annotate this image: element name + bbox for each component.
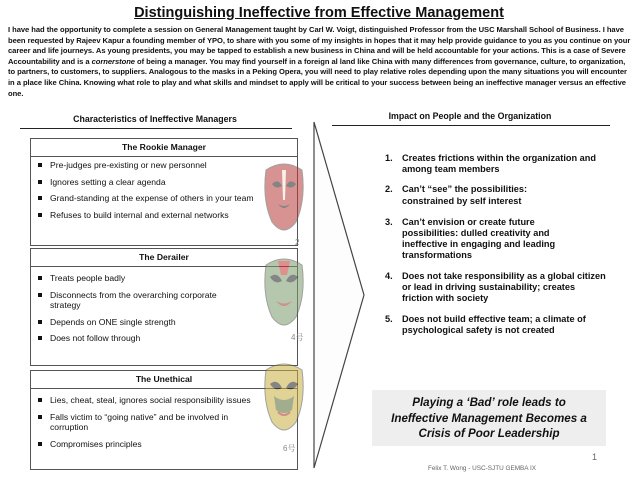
impact-text: Creates frictions within the organization and among team members xyxy=(402,153,596,175)
bullet-icon xyxy=(38,442,42,446)
page-number: 1 xyxy=(592,452,598,462)
list-item-text: Lies, cheat, steal, ignores social responsibility issues xyxy=(50,395,251,405)
impact-item xyxy=(385,217,590,262)
bullet-icon xyxy=(38,398,42,402)
conclusion-callout xyxy=(372,390,606,446)
list-item-text: Pre-judges pre-existing or new personnel xyxy=(50,160,207,170)
list-item xyxy=(37,333,291,344)
bullet-icon xyxy=(38,415,42,419)
left-heading-rule xyxy=(20,128,292,129)
red-opera-mask-icon xyxy=(260,160,308,238)
bullet-icon xyxy=(38,213,42,217)
right-column-heading: Impact on People and the Organization xyxy=(388,111,552,121)
impact-number: 5. xyxy=(385,314,393,325)
list-item xyxy=(37,412,257,433)
impact-item xyxy=(385,314,610,336)
bullet-icon xyxy=(38,336,42,340)
arrow-right-icon xyxy=(312,120,367,470)
green-opera-mask-icon xyxy=(260,255,308,333)
intro-text-2: of being a manager. You may find yourself in a foreign al land like China with many differences from governance, culture, to organization, to partners, to customers, to suppliers. Analogous to the masks in a Peking Opera, you will need to play relative roles depending upon the many situations you will encounter in a place like China. Knowing what role to play and what skills and mindset to apply will be critical to your success between being an ineffective manager versus an effective one. xyxy=(8,56,627,98)
list-item-text: Falls victim to “going native” and be involved in corruption xyxy=(50,411,229,432)
impact-number: 4. xyxy=(385,270,393,281)
impact-text: Does not build effective team; a climate of psychological safety is not created xyxy=(402,314,586,336)
intro-text-1: I have had the opportunity to complete a session on General Management taught by Carl W. Voigt, distinguished Professor from the USC Marshall School of Business. I have been requested by Rajeev Kapur a founding member of YPO, to share with you some of my insights in hopes that it may help provide guidance to you as you continue on your career and life journeys. As young presidents, you may be tapped to establish a new business in China and will be held accountable for your actions. This is a case of Severe Accountability and is a xyxy=(8,25,631,66)
impact-text: Can’t “see” the possibilities: constrained by self interest xyxy=(402,184,528,206)
list-item xyxy=(37,290,247,311)
impact-number: 1. xyxy=(385,153,393,163)
derailer-title: The Derailer xyxy=(31,249,297,267)
rookie-list xyxy=(37,160,291,220)
mask-label: 6号 xyxy=(283,444,296,453)
bullet-icon xyxy=(38,180,42,184)
list-item xyxy=(37,317,291,328)
right-heading-rule xyxy=(332,125,610,126)
unethical-list xyxy=(37,395,291,449)
list-item-text: Ignores setting a clear agenda xyxy=(50,176,166,187)
list-item-text: Treats people badly xyxy=(50,273,126,283)
list-item xyxy=(37,177,291,188)
bullet-icon xyxy=(38,163,42,167)
list-item-text: Does not follow through xyxy=(50,333,141,343)
impact-list xyxy=(385,153,625,337)
left-column-heading: Characteristics of Ineffective Managers xyxy=(73,114,237,124)
intro-paragraph xyxy=(8,25,634,99)
footer-credit: Felix T. Wong - USC-SJTU GEMBA IX xyxy=(427,465,537,472)
opera-masks xyxy=(255,160,315,470)
list-item-text: Disconnects from the overarching corporate strategy xyxy=(50,289,217,310)
list-item-text: Compromises principles xyxy=(50,438,142,449)
list-item xyxy=(37,160,291,171)
list-item xyxy=(37,193,267,204)
rookie-manager-title: The Rookie Manager xyxy=(31,139,297,157)
impact-item xyxy=(385,271,607,305)
mask-label: 2 xyxy=(295,238,300,247)
impact-number: 2. xyxy=(385,184,393,195)
unethical-title: The Unethical xyxy=(31,371,297,389)
list-item-text: Grand-standing at the expense of others in your team xyxy=(50,193,254,203)
bullet-icon xyxy=(38,320,42,324)
yellow-opera-mask-icon xyxy=(260,360,308,438)
impact-item xyxy=(385,184,580,206)
bullet-icon xyxy=(38,293,42,297)
mask-label: 4号 xyxy=(291,333,304,342)
impact-text: Does not take responsibility as a global citizen or lead in driving sustainability; creates friction with society xyxy=(402,270,606,304)
list-item xyxy=(37,395,291,406)
bullet-icon xyxy=(38,196,42,200)
impact-text: Can’t envision or create future possibilities: dulled creativity and ineffective in engaging and leading transformations xyxy=(402,216,556,261)
callout-line-2: Ineffective Management Becomes a xyxy=(391,411,587,425)
callout-line-3: Crisis of Poor Leadership xyxy=(418,427,560,440)
list-item-text: Depends on ONE single strength xyxy=(50,316,176,327)
bullet-icon xyxy=(38,276,42,280)
list-item xyxy=(37,210,291,221)
list-item xyxy=(37,439,291,450)
list-item xyxy=(37,273,291,284)
impact-number: 3. xyxy=(385,216,393,227)
intro-emphasis: cornerstone xyxy=(91,56,135,66)
impact-item xyxy=(385,153,625,175)
callout-line-1: Playing a ‘Bad’ role leads to xyxy=(412,396,566,409)
list-item-text: Refuses to build internal and external networks xyxy=(50,209,229,220)
derailer-list xyxy=(37,273,291,344)
page-title: Distinguishing Ineffective from Effective Management xyxy=(134,5,504,21)
